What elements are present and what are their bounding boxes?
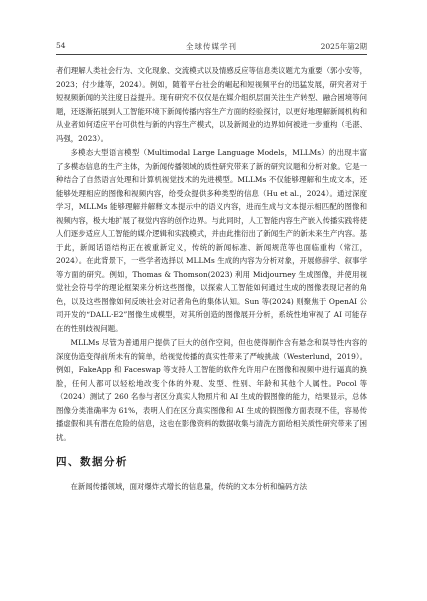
- article-body: [56, 64, 367, 494]
- paragraph-1: 者们理解人类社会行为、文化现象、交流模式以及情感反应等信息类议题尤为重要（郭小安等，2023；付少雄等，2024）。例如，随着平台社会的崛起和短视频平台的迅猛发展，研究者对于短视频新闻的关注度日益提升。现有研究不仅仅是在媒介组织层面关注生产转型、融合困境等问题，还逐渐拓展到人工智能环境下新闻传播内容生产方面的经验探讨，以更好地理解新闻机构和从业者如何适应平台可供性与新的内容生产模式，以及新闻业的边界如何被进一步重构（毛湛、冯强，2023）。: [56, 66, 367, 143]
- issue-label: 2025年第2期: [320, 42, 367, 51]
- paragraph-3: MLLMs 尽管为普通用户提供了巨大的创作空间，但也使得制作含有悬念和误导性内容的深度伪造变得前所未有的简单，给视觉传播的真实性带来了严峻挑战（Westerlund，2019）。例如，FakeApp 和 Faceswap 等支持人工智能的软件允许用户在图像和视频中进行逼真的换脸，任何人都可以轻松地改变个体的外观、发型、性别、年龄和其他个人属性。Pocol 等（2024）测试了 260 名参与者区分真实人物照片和 AI 生成的假图像的能力，结果显示，总体图像分类准确率为 61%，表明人们在区分真实图像和 AI 生成的假图像方面表现不佳，容易传播虚假和具有潜在危险的信息，这也在影像资料的数据收集与清洗方面给相关质性研究带来了困扰。: [56, 338, 367, 442]
- paragraph-2: 多模态大型语言模型（Multimodal Large Language Models，MLLMs）的出现丰富了多模态信息的生产主体，为新闻传播领域的质性研究带来了新的研究议题和分析对象。它是一种结合了自然语言处理和计算机视觉技术的先进模型。MLLMs 不仅能够理解和生成文本，还能够处理相应的图像和视频内容，给受众提供多种类型的信息（Hu et al.，2024）。通过深度学习，MLLMs 能够理解并解释文本提示中的语义内容，进而生成与文本提示相匹配的图像和视频内容，极大地扩展了视觉内容的创作边界。与此同时，人工智能内容生产嵌入传播实践将使人们逐步适应人工智能的媒介逻辑和实践模式，并由此推衍出了新闻生产的新未来生产内容。基于此，新闻话语结构正在被重新定义，传统的新闻标准、新闻规范等也面临重构（常江，2024）。在此背景下，一些学者选择以 MLLMs 生成的内容为分析对象，开展修辞学、叙事学等方面的研究。例如，Thomas & Thomson(2023) 利用 Midjourney 生成图像，并使用视觉社会符号学的理论框架来分析这些图像，以探索人工智能如何通过生成的图像表现记者的角色，以及这些图像如何反映社会对记者角色的集体认知。Sun 等(2024) 则聚焦于 OpenAI 公司开发的“DALL·E2”图像生成模型，对其所创造的图像展开分析，系统性地审视了 AI 可能存在的性别歧视问题。: [56, 148, 367, 333]
- paragraph-4: 在新闻传播领域，面对爆炸式增长的信息量，传统的文本分析和编码方法: [70, 481, 308, 491]
- running-header: [56, 40, 367, 55]
- journal-title: 全球传媒学刊: [186, 42, 237, 51]
- page-number: 54: [56, 41, 66, 50]
- section-heading: 四、数据分析: [56, 456, 128, 468]
